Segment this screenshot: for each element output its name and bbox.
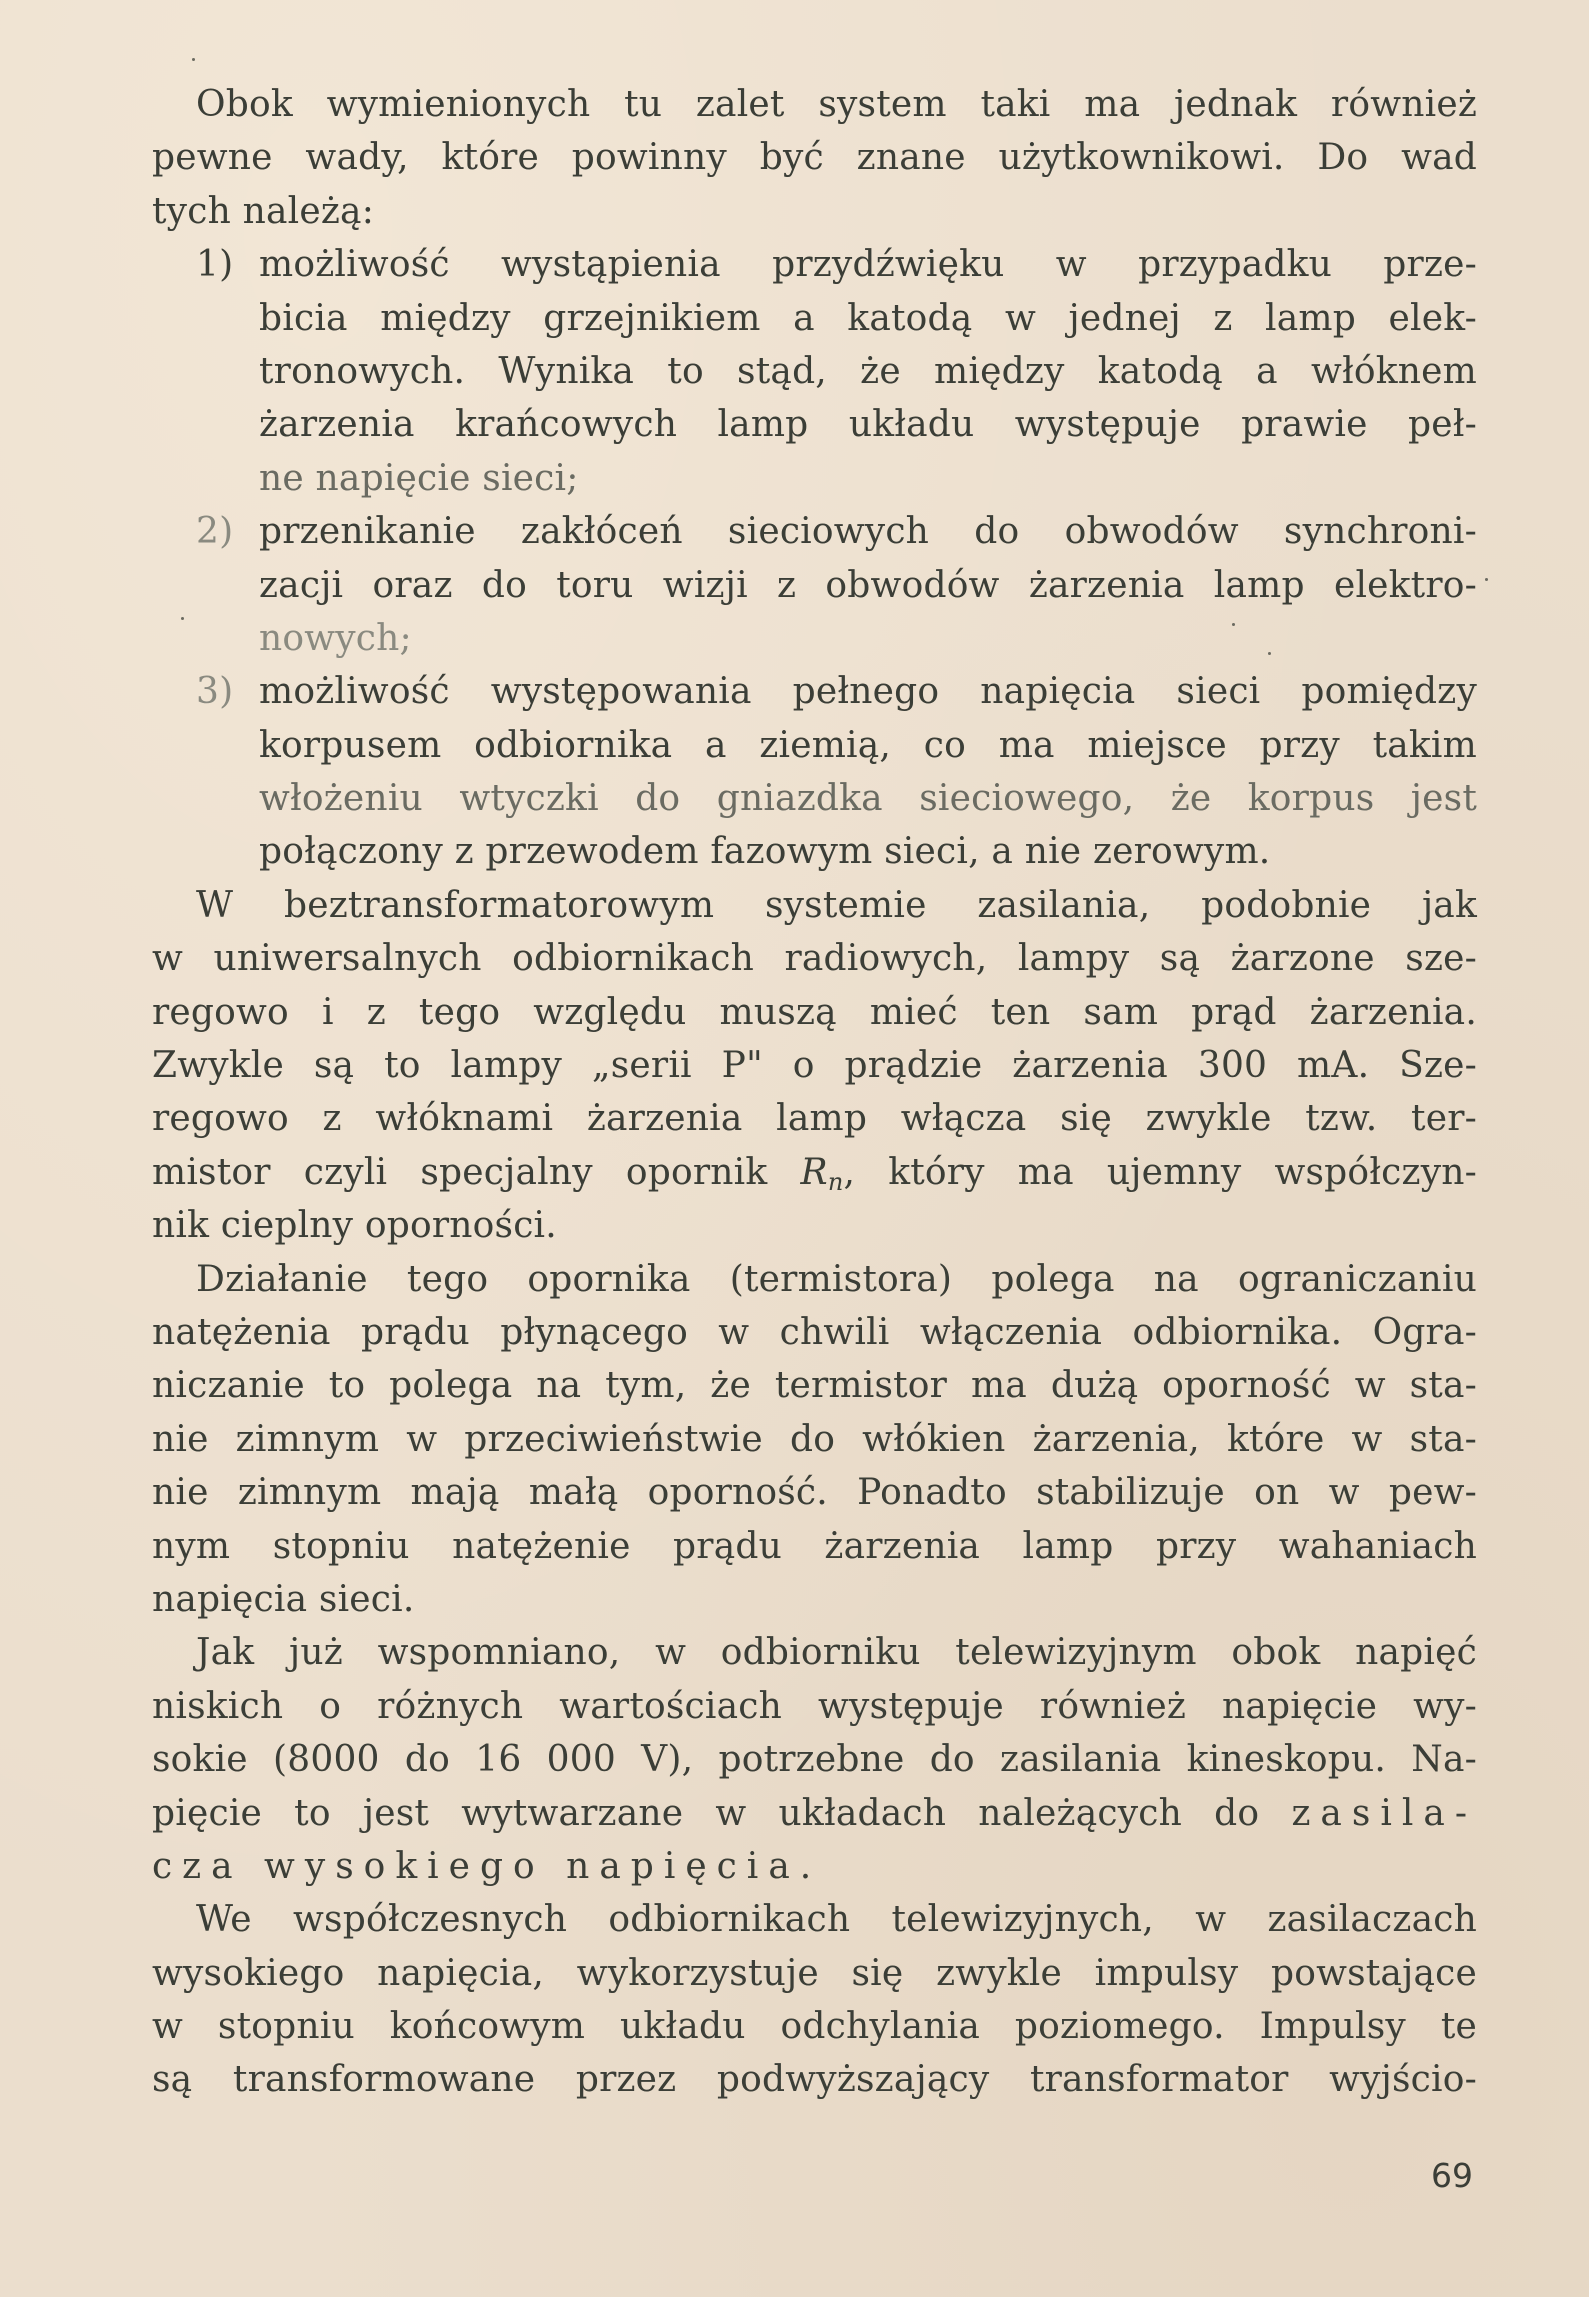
text-line: żarzenia krańcowych lamp układu występuje prawie peł- <box>259 404 1477 446</box>
text-line <box>152 1840 1477 1893</box>
list-number: 3) <box>196 671 234 713</box>
text-line: regowo z włóknami żarzenia lamp włącza się zwykle tzw. ter- <box>152 1098 1477 1140</box>
text-segment: pięcie to jest wytwarzane w układach należących do <box>152 1792 1292 1834</box>
text-line: niskich o różnych wartościach występuje również napięcie wy- <box>152 1685 1477 1727</box>
list-item <box>152 238 1477 505</box>
paragraph-thermistor <box>152 1253 1477 1627</box>
text-segment: . <box>799 1845 812 1887</box>
text-line <box>152 665 1477 718</box>
text-line: wysokiego napięcia, wykorzystuje się zwykle impulsy powstające <box>152 1952 1477 1994</box>
list-item <box>152 505 1477 665</box>
text-line: napięcia sieci. <box>152 1578 415 1620</box>
text-line <box>152 1146 1477 1199</box>
list-item <box>152 665 1477 879</box>
text-segment: , który ma ujemny współczyn- <box>843 1151 1477 1193</box>
list-text: możliwość występowania pełnego napięcia sieci pomiędzy <box>259 671 1477 713</box>
text-line <box>152 238 1477 291</box>
text-line: w uniwersalnych odbiornikach radiowych, lampy są żarzone sze- <box>152 938 1477 980</box>
text-line: Obok wymienionych tu zalet system taki ma jednak również <box>196 84 1477 125</box>
text-line: natężenia prądu płynącego w chwili włączenia odbiornika. Ogra- <box>152 1311 1477 1353</box>
text-line: pewne wady, które powinny być znane użytkownikowi. Do wad <box>152 137 1477 179</box>
text-line: nie zimnym mają małą oporność. Ponadto stabilizuje on w pew- <box>152 1472 1477 1514</box>
list-text: możliwość wystąpienia przydźwięku w przypadku prze- <box>259 244 1477 286</box>
paragraph-impulses <box>152 1893 1477 2107</box>
text-line <box>152 505 1477 558</box>
book-page-text <box>152 78 1477 2107</box>
emphasized-term: zasila- <box>1291 1792 1477 1834</box>
text-line: bicia między grzejnikiem a katodą w jednej z lamp elek- <box>259 297 1477 339</box>
text-line: nowych; <box>259 617 412 659</box>
paper-speck <box>1268 652 1271 655</box>
text-line <box>152 1787 1477 1840</box>
text-line: zacji oraz do toru wizji z obwodów żarzenia lamp elektro- <box>259 564 1477 606</box>
paper-speck <box>1485 578 1488 581</box>
text-line: nym stopniu natężenie prądu żarzenia lamp przy wahaniach <box>152 1525 1477 1567</box>
text-line: połączony z przewodem fazowym sieci, a nie zerowym. <box>259 831 1271 873</box>
text-line: regowo i z tego względu muszą mieć ten sam prąd żarzenia. <box>152 991 1477 1033</box>
text-line: Jak już wspomniano, w odbiorniku telewizyjnym obok napięć <box>196 1632 1477 1674</box>
paragraph-series-heating <box>152 879 1477 1253</box>
text-line: nik cieplny oporności. <box>152 1205 557 1247</box>
paper-speck <box>1232 623 1235 626</box>
list-number: 2) <box>196 511 234 553</box>
text-line: tronowych. Wynika to stąd, że między katodą a włóknem <box>259 350 1477 392</box>
text-line: We współczesnych odbiornikach telewizyjnych, w zasilaczach <box>196 1899 1477 1941</box>
text-line: włożeniu wtyczki do gniazdka sieciowego, że korpus jest <box>259 778 1477 820</box>
list-text: przenikanie zakłóceń sieciowych do obwodów synchroni- <box>259 511 1477 553</box>
text-line: ne napięcie sieci; <box>259 457 579 499</box>
text-segment: mistor czyli specjalny opornik <box>152 1151 801 1193</box>
text-line: sokie (8000 do 16 000 V), potrzebne do zasilania kineskopu. Na- <box>152 1739 1477 1781</box>
text-line: tych należą: <box>152 190 375 232</box>
text-line: Działanie tego opornika (termistora) polega na ograniczaniu <box>196 1258 1477 1300</box>
text-line: W beztransformatorowym systemie zasilania, podobnie jak <box>196 884 1477 926</box>
paragraph-intro <box>152 78 1477 238</box>
resistor-symbol: R <box>800 1151 828 1193</box>
text-line: niczanie to polega na tym, że termistor ma dużą oporność w sta- <box>152 1365 1477 1407</box>
page-number: 69 <box>1431 2156 1473 2195</box>
text-line: są transformowane przez podwyższający transformator wyjścio- <box>152 2059 1477 2101</box>
text-line: Zwykle są to lampy „serii P" o prądzie żarzenia 300 mA. Sze- <box>152 1045 1477 1087</box>
resistor-subscript: n <box>827 1167 844 1196</box>
paragraph-high-voltage <box>152 1626 1477 1893</box>
list-number: 1) <box>196 244 234 286</box>
paper-speck <box>192 58 195 61</box>
text-line: nie zimnym w przeciwieństwie do włókien żarzenia, które w sta- <box>152 1418 1477 1460</box>
emphasized-term: cza wysokiego napięcia <box>152 1845 800 1887</box>
text-line: korpusem odbiornika a ziemią, co ma miejsce przy takim <box>259 724 1477 766</box>
paper-speck <box>181 617 184 620</box>
text-line: w stopniu końcowym układu odchylania poziomego. Impulsy te <box>152 2006 1477 2048</box>
